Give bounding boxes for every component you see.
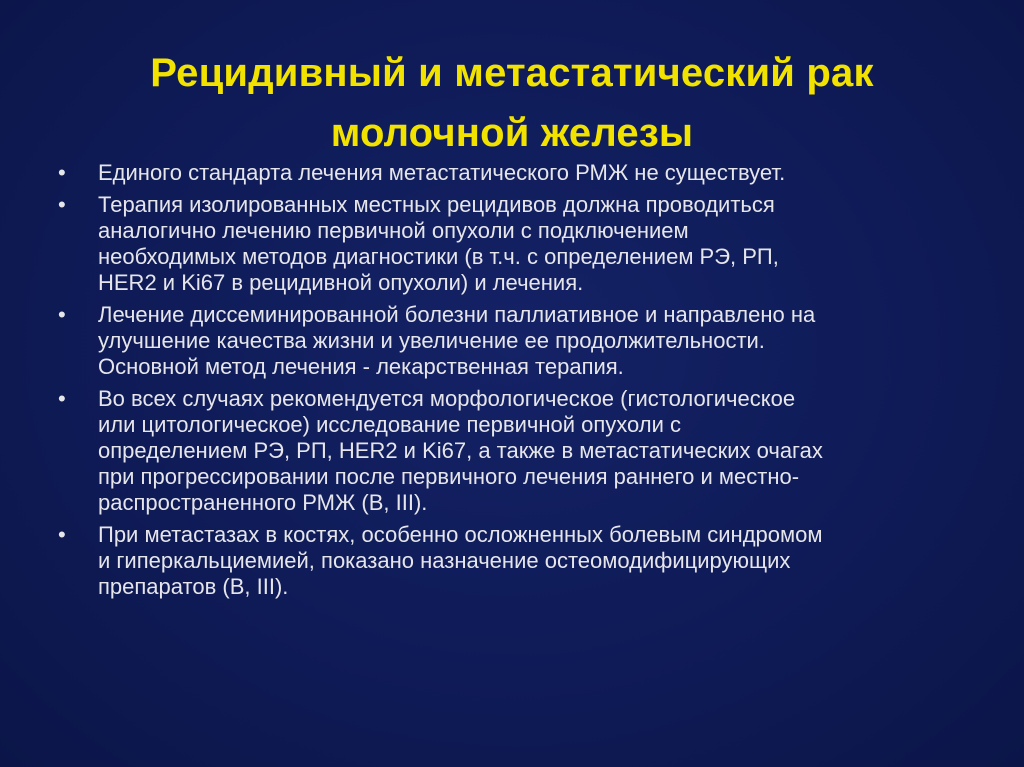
bullet-text-line: Единого стандарта лечения метастатического РМЖ не существует. <box>98 160 786 185</box>
bullet-item <box>58 386 988 516</box>
bullet-text-line: HER2 и Ki67 в рецидивной опухоли) и лечения. <box>98 270 584 295</box>
bullet-text-line: необходимых методов диагностики (в т.ч. с определением РЭ, РП, <box>98 244 779 269</box>
bullet-dot-icon: • <box>58 160 66 185</box>
bullet-item <box>58 302 988 380</box>
bullet-text <box>98 386 988 516</box>
bullet-text-line: аналогично лечению первичной опухоли с подключением <box>98 218 689 243</box>
bullet-text-line: При метастазах в костях, особенно осложненных болевым синдромом <box>98 522 823 547</box>
bullet-item <box>58 192 988 296</box>
bullet-dot-icon: • <box>58 522 66 547</box>
bullet-text <box>98 160 988 186</box>
bullet-text-line: Лечение диссеминированной болезни паллиативное и направлено на <box>98 302 816 327</box>
slide-title-line: Рецидивный и метастатический рак <box>150 50 874 95</box>
bullet-text-line: или цитологическое) исследование первичной опухоли с <box>98 412 682 437</box>
bullet-dot-icon: • <box>58 192 66 217</box>
bullet-text <box>98 522 988 600</box>
slide-title <box>60 43 964 163</box>
bullet-text-line: при прогрессировании после первичного лечения раннего и местно- <box>98 464 800 489</box>
bullet-text-line: Во всех случаях рекомендуется морфологическое (гистологическое <box>98 386 796 411</box>
bullet-item <box>58 522 988 600</box>
slide-title-line: молочной железы <box>330 110 694 155</box>
bullet-dot-icon: • <box>58 386 66 411</box>
bullet-dot-icon: • <box>58 302 66 327</box>
bullet-text-line: Терапия изолированных местных рецидивов должна проводиться <box>98 192 775 217</box>
bullet-list <box>58 160 988 606</box>
bullet-text <box>98 302 988 380</box>
bullet-text-line: Основной метод лечения - лекарственная терапия. <box>98 354 624 379</box>
bullet-text-line: определением РЭ, РП, HER2 и Ki67, а также в метастатических очагах <box>98 438 823 463</box>
bullet-text-line: улучшение качества жизни и увеличение ее продолжительности. <box>98 328 765 353</box>
bullet-text-line: препаратов (В, III). <box>98 574 289 599</box>
bullet-text <box>98 192 988 296</box>
bullet-item <box>58 160 988 186</box>
bullet-text-line: распространенного РМЖ (В, III). <box>98 490 428 515</box>
bullet-text-line: и гиперкальциемией, показано назначение остеомодифицирующих <box>98 548 791 573</box>
